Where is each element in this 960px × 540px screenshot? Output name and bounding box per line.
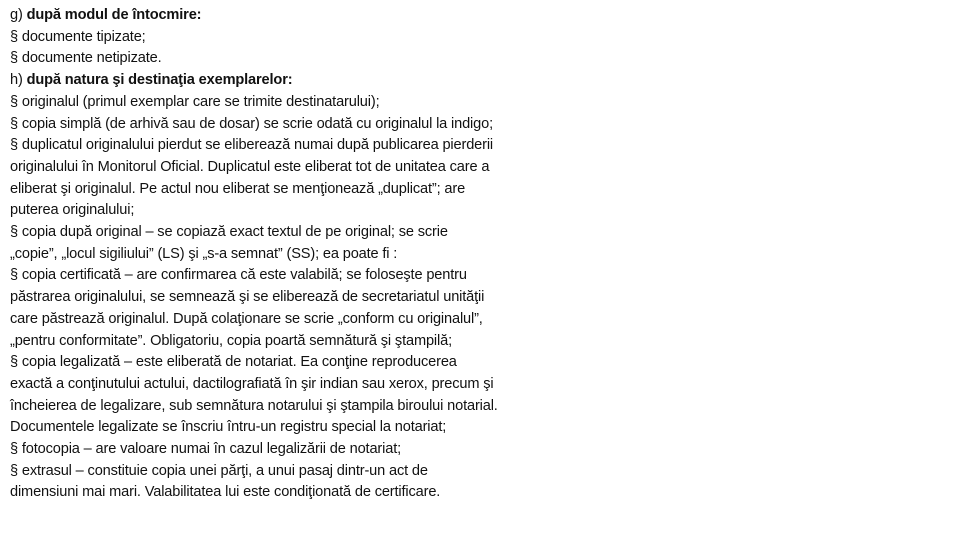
text-line: § copia simplă (de arhivă sau de dosar) se scrie odată cu originalul la indigo;	[10, 115, 493, 132]
text-line: „copie”, „locul sigiliului” (LS) şi „s-a semnat” (SS); ea poate fi :	[10, 245, 398, 262]
text-line: păstrarea originalului, se semnează şi se eliberează de secretariatul unităţii	[10, 289, 485, 306]
text-line: Documentele legalizate se înscriu întru-un registru special la notariat;	[10, 419, 447, 436]
text-line: § copia legalizată – este eliberată de notariat. Ea conţine reproducerea	[10, 354, 457, 371]
heading-g-prefix: g)	[10, 7, 27, 23]
text-line: § duplicatul originalului pierdut se eliberează numai după publicarea pierderii	[10, 137, 494, 154]
heading-h	[10, 70, 600, 92]
text-line: care păstrează originalul. După colaţionare se scrie „conform cu originalul”,	[10, 310, 483, 327]
text-line: § extrasul – constituie copia unei părţi, a unui pasaj dintr-un act de	[10, 462, 428, 479]
text-line: § documente tipizate;	[10, 28, 146, 45]
text-line: exactă a conţinutului actului, dactilografiată în şir indian sau xerox, precum şi	[10, 375, 494, 392]
text-line: încheierea de legalizare, sub semnătura notarului şi ştampila biroului notarial.	[10, 397, 498, 414]
text-line: § originalul (primul exemplar care se trimite destinatarului);	[10, 93, 380, 110]
text-line: dimensiuni mai mari. Valabilitatea lui este condiţionată de certificare.	[10, 484, 441, 501]
text-line: § copia certificată – are confirmarea că este valabilă; se foloseşte pentru	[10, 267, 467, 284]
text-line: § copia după original – se copiază exact textul de pe original; se scrie	[10, 224, 448, 241]
document-body	[10, 5, 600, 504]
text-line: § documente netipizate.	[10, 50, 162, 67]
text-line: „pentru conformitate”. Obligatoriu, copia poartă semnătură şi ştampilă;	[10, 332, 452, 349]
text-line: originalului în Monitorul Oficial. Duplicatul este eliberat tot de unitatea care a	[10, 158, 490, 175]
heading-h-prefix: h)	[10, 72, 27, 89]
text-line: puterea originalului;	[10, 202, 135, 219]
text-line: eliberat şi originalul. Pe actul nou eliberat se menţionează „duplicat”; are	[10, 180, 466, 197]
heading-g	[10, 5, 600, 27]
text-line: § fotocopia – are valoare numai în cazul legalizării de notariat;	[10, 441, 402, 458]
heading-h-title: după natura şi destinaţia exemplarelor:	[26, 72, 293, 89]
heading-g-title: după modul de întocmire:	[26, 7, 202, 23]
